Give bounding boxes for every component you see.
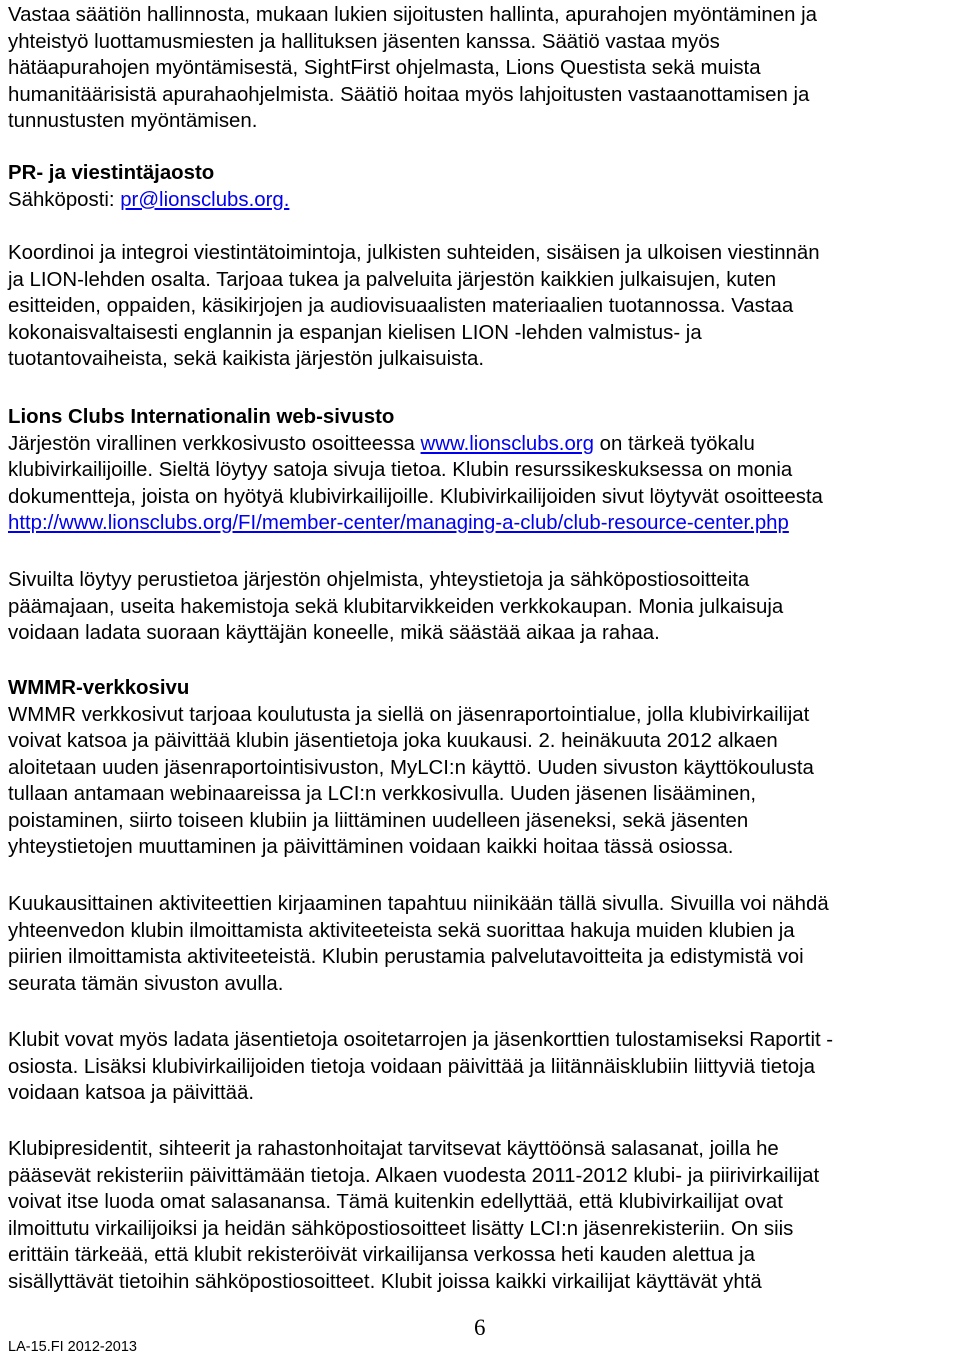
pr-email-line: [8, 187, 289, 214]
text-line: Kuukausittainen aktiviteettien kirjaaminen tapahtuu niinikään tällä sivulla. Sivuilla voi nähdä: [8, 893, 829, 915]
page-number: 6: [474, 1315, 486, 1340]
pr-paragraph: [8, 240, 820, 373]
text-line: voidaan katsoa ja päivittää.: [8, 1082, 254, 1104]
text-line: poistaminen, siirto toiseen klubiin ja liittäminen uudelleen jäseneksi, sekä jäsenten: [8, 809, 749, 832]
wmmr-section: [8, 675, 814, 861]
text-line: Klubit vovat myös ladata jäsentietoja osoitetarrojen ja jäsenkorttien tulostamiseksi Raportit -: [8, 1029, 834, 1051]
club-resource-center-link[interactable]: http://www.lionsclubs.org/FI/member-center/managing-a-club/club-resource-center.php: [8, 512, 789, 534]
wmmr-paragraph-2: [8, 891, 829, 997]
text-line: humanitäärisistä apurahaohjelmista. Säätiö hoitaa myös lahjoitusten vastaanottamisen ja: [8, 83, 810, 106]
pr-section: [8, 160, 289, 213]
wmmr-paragraph-4: [8, 1136, 819, 1295]
pr-email-link[interactable]: pr@lionsclubs.org.: [120, 188, 290, 211]
text-line: voivat katsoa ja päivittää klubin jäsentietoja joka kuukausi. 2. heinäkuuta 2012 alkaen: [8, 730, 778, 752]
text-line: Klubipresidentit, sihteerit ja rahastonhoitajat tarvitsevat käyttöönsä salasanat, joilla he: [8, 1138, 779, 1160]
intro-paragraph: [8, 2, 817, 135]
text-line: tuotantovaiheista, sekä kaikista järjestön julkaisuista.: [8, 348, 485, 370]
web-paragraph-2: [8, 567, 783, 647]
text-line: kokonaisvaltaisesti englannin ja espanjan kielisen LION -lehden valmistus- ja: [8, 321, 702, 344]
wmmr-section-heading: WMMR-verkkosivu: [8, 677, 190, 699]
wmmr-paragraph-3: [8, 1027, 833, 1107]
text-line: voidaan ladata suoraan käyttäjän koneelle, mikä säästää aikaa ja rahaa.: [8, 622, 660, 644]
text-line: esitteiden, oppaiden, käsikirjojen ja audiovisuaalisten materiaalien tuotannossa. Vastaa: [8, 295, 794, 317]
text-line: hätäapurahojen myöntämisestä, SightFirst ohjelmasta, Lions Questista sekä muista: [8, 57, 761, 79]
text-line: ilmoittutu virkailijoiksi ja heidän sähköpostiosoitteet lisätty LCI:n jäsenrekisteriin. On siis: [8, 1217, 794, 1240]
text-span: Järjestön virallinen verkkosivusto osoitteessa: [8, 432, 421, 455]
lionsclubs-link[interactable]: www.lionsclubs.org: [420, 432, 594, 455]
web-section: [8, 404, 823, 537]
text-line: seurata tämän sivuston avulla.: [8, 972, 284, 995]
text-line: ja LION-lehden osalta. Tarjoaa tukea ja palveluita järjestön kaikkien julkaisujen, kuten: [8, 268, 777, 291]
text-line: osiosta. Lisäksi klubivirkailijoiden tietoja voidaan päivittää ja liitännäisklubiin liittyviä tietoja: [8, 1055, 815, 1078]
text-line: klubivirkailijoille. Sieltä löytyy satoja sivuja tietoa. Klubin resurssikeskuksessa on monia: [8, 459, 793, 481]
text-line: voivat itse luoda omat salasanansa. Tämä kuitenkin edellyttää, että klubivirkailijat ovat: [8, 1191, 783, 1213]
text-line: päämajaan, useita hakemistoja sekä klubitarvikkeiden verkkokaupan. Monia julkaisuja: [8, 595, 784, 618]
text-line: tullaan antamaan webinaareissa ja LCI:n verkkosivulla. Uuden jäsenen lisääminen,: [8, 783, 757, 805]
pr-section-heading: PR- ja viestintäjaosto: [8, 162, 215, 184]
text-line: yhteystietojen muuttaminen ja päivittäminen voidaan kaikki hoitaa tässä osiossa.: [8, 836, 734, 858]
text-line: [8, 510, 823, 537]
text-line: tunnustusten myöntämisen.: [8, 110, 258, 132]
document-code: LA-15.FI 2012-2013: [8, 1339, 137, 1355]
text-line: WMMR verkkosivut tarjoaa koulutusta ja siellä on jäsenraportointialue, jolla klubivirkailijat: [8, 703, 810, 726]
text-line: Koordinoi ja integroi viestintätoimintoja, julkisten suhteiden, sisäisen ja ulkoisen viestinnän: [8, 242, 820, 264]
text-line: pääsevät rekisteriin päivittämään tietoja. Alkaen vuodesta 2011-2012 klubi- ja piirivirkailijat: [8, 1164, 820, 1187]
text-line: yhteistyö luottamusmiesten ja hallituksen jäsenten kanssa. Säätiö vastaa myös: [8, 30, 720, 53]
email-label: Sähköposti:: [8, 188, 121, 211]
text-line: yhteenvedon klubin ilmoittamista aktiviteeteista sekä suorittaa hakuja muiden klubien ja: [8, 919, 795, 942]
text-line: sisällyttävät tietoihin sähköpostiosoitteet. Klubit joissa kaikki virkailijat käyttävät yhtä: [8, 1270, 762, 1293]
text-line: Sivuilta löytyy perustietoa järjestön ohjelmista, yhteystietoja ja sähköpostiosoitteita: [8, 569, 750, 591]
text-line: erittäin tärkeää, että klubit rekisteröivät virkailijansa verkossa heti kauden alettua ja: [8, 1244, 755, 1266]
text-span: on tärkeä työkalu: [593, 432, 755, 455]
text-line: [8, 431, 823, 458]
text-line: Vastaa säätiön hallinnosta, mukaan lukien sijoitusten hallinta, apurahojen myöntäminen ja: [8, 4, 817, 26]
web-section-heading: Lions Clubs Internationalin web-sivusto: [8, 406, 395, 428]
text-line: piirien ilmoittamista aktiviteeteistä. Klubin perustamia palvelutavoitteita ja edistymistä voi: [8, 946, 804, 968]
text-line: dokumentteja, joista on hyötyä klubivirkailijoille. Klubivirkailijoiden sivut löytyvät osoitteesta: [8, 485, 823, 508]
text-line: aloitetaan uuden jäsenraportointisivuston, MyLCI:n käyttö. Uuden sivuston käyttökoulusta: [8, 756, 814, 779]
